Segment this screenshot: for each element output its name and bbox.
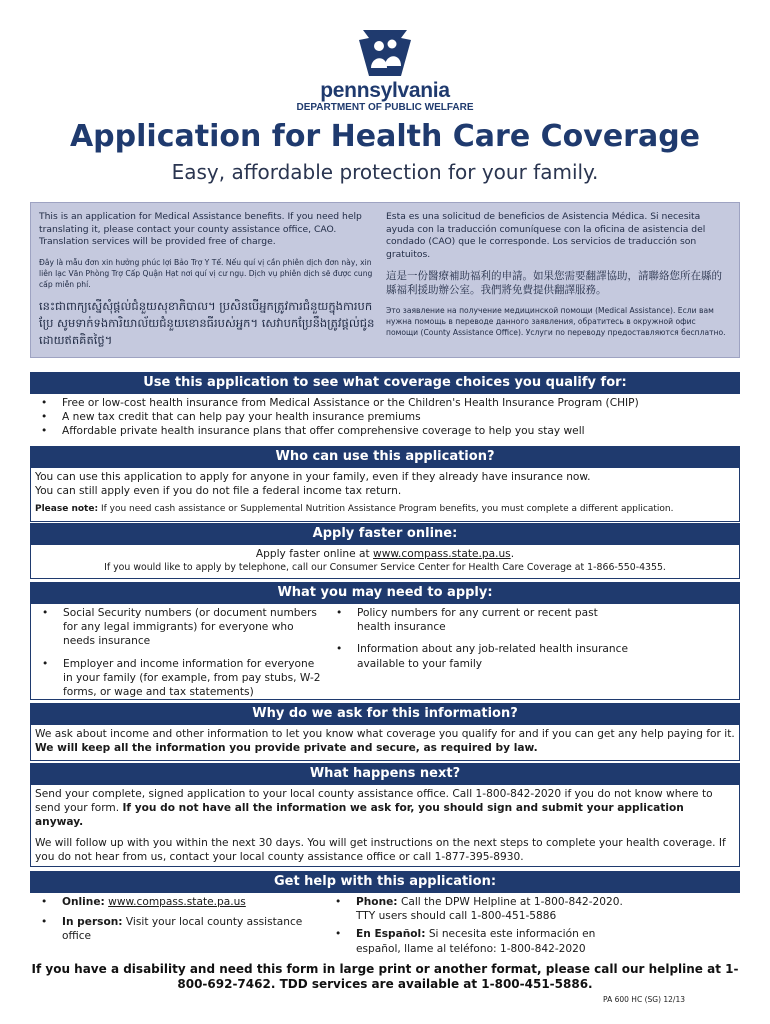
compass-link[interactable]: www.compass.state.pa.us bbox=[373, 548, 511, 560]
keystone-family-icon bbox=[357, 28, 413, 78]
help-espanol-label: En Español: bbox=[356, 928, 426, 941]
note-text: If you need cash assistance or Supplemental Nutrition Assistance Program benefits, you must complete a different application. bbox=[100, 504, 674, 515]
help-phone-text: Call the DPW Helpline at 1-800-842-2020. TTY users should call 1-800-451-5886 bbox=[356, 896, 623, 923]
help-compass-link[interactable]: www.compass.state.pa.us bbox=[108, 896, 246, 908]
online-suffix: . bbox=[510, 548, 515, 560]
online-line bbox=[35, 547, 735, 561]
why-text bbox=[35, 727, 735, 755]
who-heading: Who can use this application? bbox=[30, 446, 740, 468]
next-p1: Send your complete, signed application to your local county assistance office. Call 1-800-842-2020 if you do not know where to send your form. bbox=[35, 788, 713, 815]
form-number: PA 600 HC (SG) 12/13 bbox=[603, 995, 685, 1004]
need-item: • Policy numbers for any current or recent past health insurance bbox=[331, 606, 631, 634]
online-prefix: Apply faster online at bbox=[255, 548, 374, 560]
notice-russian: Это заявление на получение медицинской помощи (Medical Assistance). Если вам нужна помощь в переводе данного заявления, обратитесь в окружной офис помощи (County Assistance Office). Услуги по переводу предоставляются бесплатно. bbox=[386, 306, 726, 338]
coverage-item: • Free or low-cost health insurance from Medical Assistance or the Children's Health Insurance Program (CHIP) bbox=[36, 396, 734, 410]
help-person-label: In person: bbox=[62, 916, 123, 929]
help-espanol-text: Si necesita este información en español, llame al teléfono: 1-800-842-2020 bbox=[356, 928, 596, 955]
help-person-text: Visit your local county assistance office bbox=[62, 916, 303, 943]
help-phone bbox=[330, 895, 630, 923]
department-name: DEPARTMENT OF PUBLIC WELFARE bbox=[296, 102, 474, 113]
help-section bbox=[30, 893, 740, 957]
help-heading: Get help with this application: bbox=[30, 871, 740, 893]
why-bold: We will keep all the information you provide private and secure, as required by law. bbox=[35, 742, 538, 755]
why-section bbox=[30, 725, 740, 761]
who-line: You can still apply even if you do not file a federal income tax return. bbox=[35, 485, 402, 498]
why-plain: We ask about income and other information to let you know what coverage you qualify for and if you can get any help paying for it. bbox=[35, 728, 735, 740]
need-item: • Employer and income information for everyone in your family (for example, from pay stubs, W-2 forms, or wage and tax statements) bbox=[37, 657, 327, 700]
translation-column-left bbox=[39, 211, 379, 357]
notice-spanish: Esta es una solicitud de beneficios de Asistencia Médica. Si necesita ayuda con la traducción comuníquese con la oficina de asistencia del condado (CAO) que le corresponde. Los servicios de traducción son gratuitos. bbox=[386, 211, 706, 260]
notice-khmer: នេះជាពាក្យស្នើសុំផ្តល់ជំនួយសុខាភិបាល។ ប្រសិនបើអ្នកត្រូវការជំនួយក្នុងការបកប្រែ សូមទាក់ទងការិយាល័យជំនួយខោនធីរបស់អ្នក។ សេវាបកប្រែនឹងត្រូវផ្តល់ជូនដោយឥតគិតថ្លៃ។ bbox=[39, 298, 375, 347]
help-online-label: Online: bbox=[62, 896, 105, 908]
who-line: You can use this application to apply for anyone in your family, even if they already have insurance now. bbox=[35, 471, 591, 483]
next-para: We will follow up with you within the next 30 days. You will get instructions on the next steps to complete your health coverage. If you do not hear from us, contact your local county assistance office or call 1-877-395-8930. bbox=[35, 836, 726, 863]
next-para bbox=[35, 787, 735, 830]
next-section bbox=[30, 785, 740, 867]
pa-logo bbox=[290, 28, 480, 114]
notice-vietnamese: Đây là mẫu đơn xin hưởng phúc lợi Bảo Trợ Y Tế. Nếu quí vị cần phiên dịch đơn này, xin liên lạc Văn Phòng Trợ Cấp Quận Hạt nơi quí vị cư ngụ. Dịch vụ phiên dịch sẽ được cung cấp miễn phí. bbox=[39, 257, 373, 289]
coverage-item: • A new tax credit that can help pay your health insurance premiums bbox=[36, 410, 734, 424]
need-item: • Social Security numbers (or document numbers for any legal immigrants) for everyone who needs insurance bbox=[37, 606, 327, 649]
online-heading: Apply faster online: bbox=[30, 523, 740, 545]
need-heading: What you may need to apply: bbox=[30, 582, 740, 604]
online-section bbox=[30, 545, 740, 579]
phone-line: If you would like to apply by telephone, call our Consumer Service Center for Health Care Coverage at 1-866-550-4355. bbox=[104, 562, 666, 574]
page-title: Application for Health Care Coverage bbox=[69, 119, 701, 154]
who-section bbox=[30, 468, 740, 522]
next-heading: What happens next? bbox=[30, 763, 740, 785]
coverage-heading: Use this application to see what coverage choices you qualify for: bbox=[30, 372, 740, 394]
help-espanol bbox=[330, 927, 630, 955]
coverage-section bbox=[30, 394, 740, 440]
help-person bbox=[36, 915, 326, 943]
brand-name: pennsylvania bbox=[320, 79, 450, 102]
accessibility-footer: If you have a disability and need this form in large print or another format, please call our helpline at 1-800-692-7462. TDD services are available at 1-800-451-5886. bbox=[31, 962, 739, 991]
help-online bbox=[36, 895, 326, 909]
help-phone-label: Phone: bbox=[356, 896, 398, 908]
notice-chinese: 這是一份醫療補助福利的申請。如果您需要翻譯協助，請聯絡您所在縣的縣福利援助辦公室。我們將免費提供翻譯服務。 bbox=[386, 270, 722, 297]
page-subtitle: Easy, affordable protection for your family. bbox=[171, 160, 599, 184]
next-p1-bold: If you do not have all the information we ask for, you should sign and submit your application anyway. bbox=[35, 802, 684, 829]
coverage-item: • Affordable private health insurance plans that offer comprehensive coverage to help you stay well bbox=[36, 424, 734, 438]
notice-english: This is an application for Medical Assistance benefits. If you need help translating it, please contact your county assistance office, CAO. Translation services will be provided free of charge. bbox=[39, 211, 362, 248]
translation-notice-box bbox=[30, 202, 740, 358]
why-heading: Why do we ask for this information? bbox=[30, 703, 740, 725]
need-item: • Information about any job-related health insurance available to your family bbox=[331, 642, 631, 670]
note-label: Please note: bbox=[35, 504, 99, 515]
need-section bbox=[30, 604, 740, 700]
translation-column-right bbox=[386, 211, 726, 346]
who-note bbox=[35, 502, 735, 516]
